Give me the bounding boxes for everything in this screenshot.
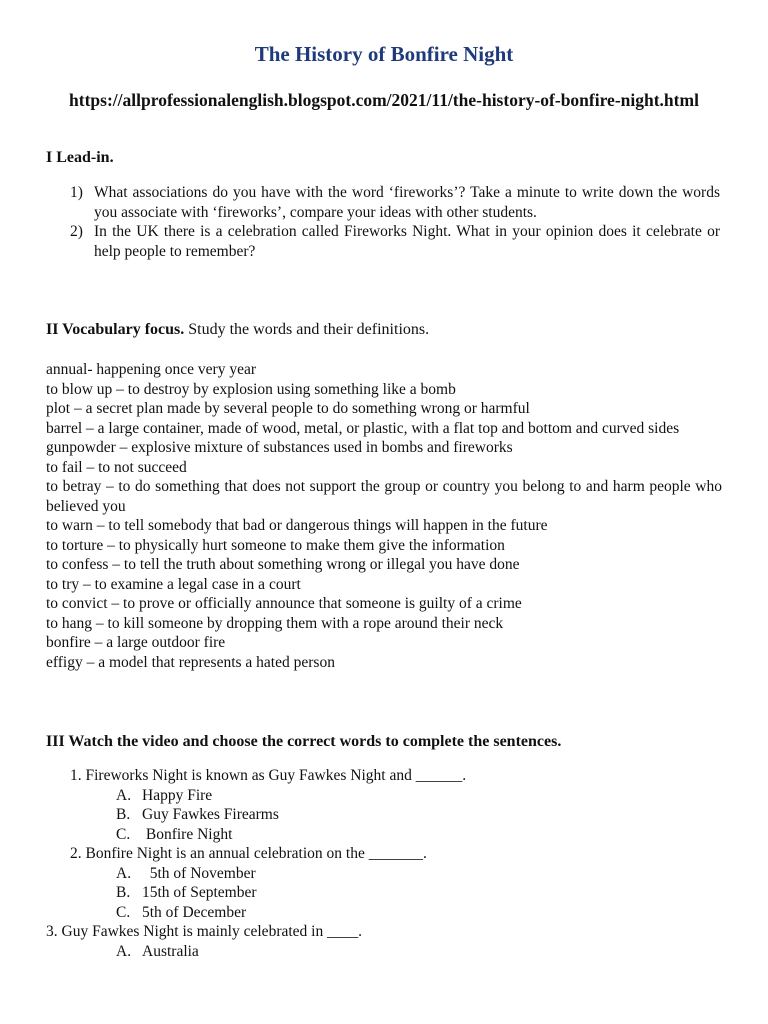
option-letter: B. bbox=[116, 806, 131, 823]
section-video-heading: III Watch the video and choose the correct words to complete the sentences. bbox=[46, 733, 562, 750]
option-text: 5th of November bbox=[142, 864, 256, 882]
quiz-question: 1. Fireworks Night is known as Guy Fawkes Night and ______. bbox=[70, 767, 467, 784]
list-text: In the UK there is a celebration called Fireworks Night. What in your opinion does it celebrate or help people to remember? bbox=[94, 223, 720, 260]
source-url: https://allprofessionalenglish.blogspot.com/2021/11/the-history-of-bonfire-night.html bbox=[69, 90, 699, 110]
vocab-entry: to warn – to tell somebody that bad or dangerous things will happen in the future bbox=[46, 517, 548, 534]
option-text: 15th of September bbox=[142, 884, 257, 901]
option-text: Happy Fire bbox=[142, 786, 213, 804]
vocab-entry: effigy – a model that represents a hated person bbox=[46, 653, 335, 671]
option-text: Australia bbox=[142, 942, 199, 960]
vocab-entry: gunpowder – explosive mixture of substances used in bombs and fireworks bbox=[46, 439, 513, 456]
quiz-option bbox=[46, 864, 722, 884]
vocab-entry: barrel – a large container, made of wood, metal, or plastic, with a flat top and bottom and curved sides bbox=[46, 419, 680, 437]
quiz-question: 3. Guy Fawkes Night is mainly celebrated in ____. bbox=[46, 923, 362, 940]
option-text: Guy Fawkes Firearms bbox=[142, 806, 279, 823]
page-title: The History of Bonfire Night bbox=[254, 42, 514, 66]
option-text: Bonfire Night bbox=[142, 825, 233, 843]
vocab-entry: to torture – to physically hurt someone to make them give the information bbox=[46, 536, 505, 554]
vocab-entry: to try – to examine a legal case in a court bbox=[46, 575, 301, 593]
vocab-entry: to hang – to kill someone by dropping them with a rope around their neck bbox=[46, 614, 504, 632]
vocab-entry: to blow up – to destroy by explosion using something like a bomb bbox=[46, 380, 456, 398]
vocab-entry: plot – a secret plan made by several people to do something wrong or harmful bbox=[46, 400, 530, 417]
lead-in-list bbox=[70, 183, 720, 261]
vocabulary-list bbox=[46, 360, 722, 672]
option-letter: A. bbox=[116, 864, 132, 882]
vocab-entry: bonfire – a large outdoor fire bbox=[46, 634, 226, 651]
option-letter: A. bbox=[116, 786, 132, 804]
quiz-option bbox=[46, 825, 722, 845]
list-item bbox=[70, 222, 720, 261]
vocab-entry: to confess – to tell the truth about something wrong or illegal you have done bbox=[46, 556, 520, 573]
list-text: What associations do you have with the word ‘fireworks’? Take a minute to write down the words you associate with ‘fireworks’, compare your ideas with other students. bbox=[94, 184, 720, 221]
quiz-question: 2. Bonfire Night is an annual celebration on the _______. bbox=[70, 845, 427, 862]
vocab-entry: annual- happening once very year bbox=[46, 361, 257, 378]
vocab-entry: to convict – to prove or officially announce that someone is guilty of a crime bbox=[46, 595, 522, 612]
vocab-entry: to betray – to do something that does not support the group or country you belong to and harm people who believed you bbox=[46, 478, 722, 515]
vocab-entry: to fail – to not succeed bbox=[46, 458, 187, 476]
quiz-list bbox=[46, 766, 722, 961]
list-number: 2) bbox=[70, 223, 83, 240]
quiz-option bbox=[46, 805, 722, 825]
option-text: 5th of December bbox=[142, 903, 247, 921]
quiz-option bbox=[46, 942, 722, 962]
vocabulary-heading-bold: II Vocabulary focus. bbox=[46, 321, 185, 338]
section-vocabulary-heading bbox=[46, 321, 429, 339]
option-letter: C. bbox=[116, 825, 131, 843]
list-item bbox=[70, 183, 720, 222]
option-letter: C. bbox=[116, 903, 131, 921]
option-letter: B. bbox=[116, 884, 131, 901]
list-number: 1) bbox=[70, 184, 83, 201]
quiz-option bbox=[46, 883, 722, 903]
option-letter: A. bbox=[116, 942, 132, 960]
quiz-option bbox=[46, 786, 722, 806]
quiz-option bbox=[46, 903, 722, 923]
vocabulary-heading-rest: Study the words and their definitions. bbox=[184, 321, 430, 338]
section-lead-in-heading: I Lead-in. bbox=[46, 149, 114, 166]
